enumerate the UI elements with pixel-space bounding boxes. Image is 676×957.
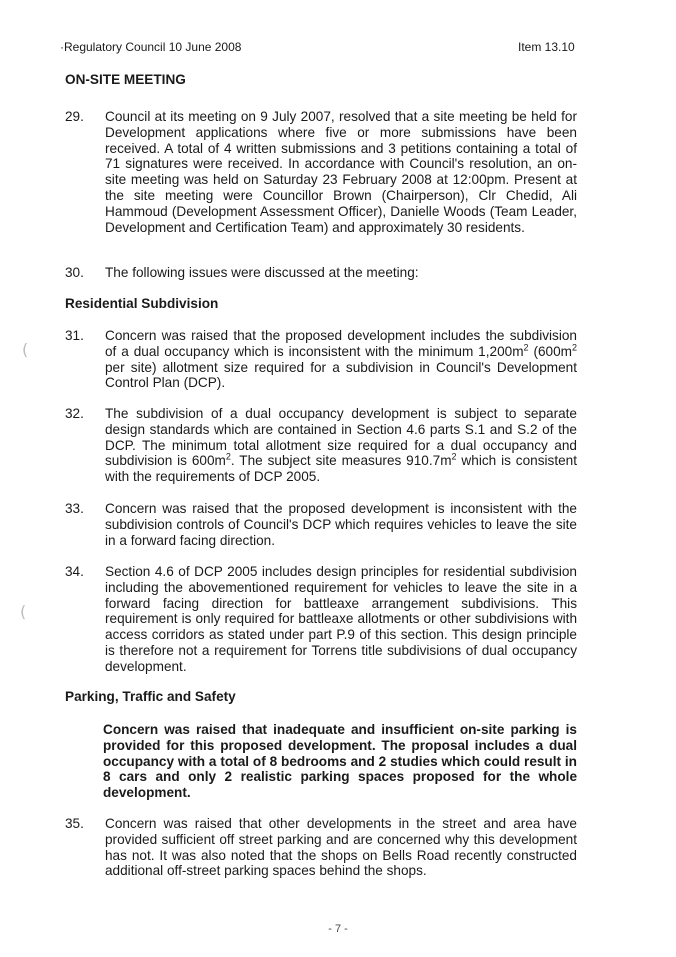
paragraph-text: Section 4.6 of DCP 2005 includes design principles for residential subdivision including the abovementioned requirement for vehicles to leave the site in a forward facing direction for battleaxe arrangement subdivisions. This requirement is only required for battleaxe allotments or other subdivisions with access corridors as stated under part P.9 of this section. This design principle is therefore not a requirement for Torrens title subdivisions of dual occupancy development. — [105, 564, 577, 674]
paragraph-number: 35. — [65, 816, 84, 831]
paragraph-text: The subdivision of a dual occupancy development is subject to separate design standards which are contained in Section 4.6 parts S.1 and S.2 of the DCP. The minimum total allotment size required for a dual occupancy and subdivision is $600m^2$. The subject site measures $910.7m^2$ which is consistent with the requirements of DCP 2005. — [105, 406, 577, 485]
paragraph-34 — [65, 564, 577, 675]
paragraph-number: 34. — [65, 564, 84, 579]
scan-mark: ( — [22, 340, 29, 359]
paragraph-35 — [65, 816, 577, 879]
paragraph-29 — [65, 109, 577, 235]
section-heading-parking: Parking, Traffic and Safety — [65, 689, 236, 704]
paragraph-text: Concern was raised that the proposed development includes the subdivision of a dual occupancy which is inconsistent with the minimum $1,200m^2$ ($600m^2$ per site) allotment size required for a subdivision in Council's Development Control Plan (DCP). — [105, 328, 577, 391]
paragraph-number: 30. — [65, 265, 84, 280]
page-number: - 7 - — [328, 923, 348, 935]
paragraph-number: 29. — [65, 109, 84, 124]
paragraph-text: The following issues were discussed at the meeting: — [105, 265, 419, 280]
paragraph-32 — [65, 406, 577, 485]
paragraph-number: 33. — [65, 501, 84, 516]
header-right: Item 13.10 — [518, 40, 575, 54]
scan-mark: ( — [20, 602, 27, 621]
paragraph-30 — [65, 265, 577, 281]
paragraph-text: Concern was raised that the proposed development is inconsistent with the subdivision controls of Council's DCP which requires vehicles to leave the site in a forward facing direction. — [105, 501, 577, 548]
section-heading-onsite: ON-SITE MEETING — [65, 72, 186, 87]
paragraph-31 — [65, 328, 577, 391]
paragraph-text: Concern was raised that other developments in the street and area have provided sufficient off street parking and are concerned why this development has not. It was also noted that the shops on Bells Road recently constructed additional off-street parking spaces behind the shops. — [105, 816, 577, 879]
header-left: ·Regulatory Council 10 June 2008 — [60, 40, 242, 54]
bold-concern-paragraph: Concern was raised that inadequate and insufficient on-site parking is provided for this proposed development. The proposal includes a dual occupancy with a total of 8 bedrooms and 2 studies which could result in 8 cars and only 2 realistic parking spaces proposed for the whole development. — [103, 722, 577, 801]
paragraph-number: 32. — [65, 406, 84, 421]
paragraph-text: Council at its meeting on 9 July 2007, resolved that a site meeting be held for Development applications where five or more submissions have been received. A total of 4 written submissions and 3 petitions containing a total of 71 signatures were received. In accordance with Council's resolution, an on-site meeting was held on Saturday 23 February 2008 at 12:00pm. Present at the site meeting were Councillor Brown (Chairperson), Clr Chedid, Ali Hammoud (Development Assessment Officer), Danielle Woods (Team Leader, Development and Certification Team) and approximately 30 residents. — [105, 109, 577, 235]
section-heading-residential: Residential Subdivision — [65, 296, 219, 311]
paragraph-33 — [65, 501, 577, 548]
paragraph-number: 31. — [65, 328, 84, 343]
